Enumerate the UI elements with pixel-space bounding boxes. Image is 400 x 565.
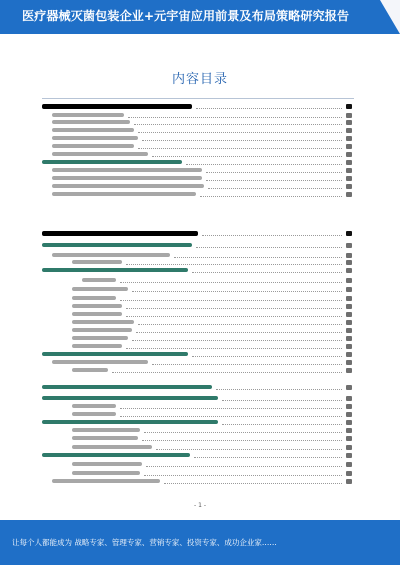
toc-dot-leader: [146, 466, 342, 467]
toc-page-number: [346, 192, 352, 197]
toc-page-number: [346, 352, 352, 357]
toc-dot-leader: [132, 340, 342, 341]
toc-page-number: [346, 128, 352, 133]
toc-page-number: [346, 368, 352, 373]
toc-dot-leader: [206, 180, 342, 181]
toc-entry-title: [72, 336, 128, 340]
toc-page-number: [346, 231, 352, 236]
toc-dot-leader: [126, 316, 342, 317]
toc-entry-title: [72, 462, 142, 466]
toc-entry: [72, 366, 352, 375]
toc-entry: [82, 276, 352, 285]
toc-entry-title: [72, 312, 122, 316]
toc-entry-title: [72, 436, 138, 440]
toc-entry-title: [52, 479, 160, 483]
toc-entry: [52, 477, 352, 486]
toc-page-number: [346, 328, 352, 333]
toc-entry: [42, 451, 352, 460]
toc-dot-leader: [206, 172, 342, 173]
toc-page-number: [346, 243, 352, 248]
toc-page-number: [346, 268, 352, 273]
toc-entry-title: [52, 152, 148, 156]
footer-slogan: 让每个人都能成为 战略专家、管理专家、营销专家、投资专家、成功企业家……: [12, 538, 277, 547]
toc-dot-leader: [164, 483, 342, 484]
toc-dot-leader: [222, 400, 342, 401]
toc-dot-leader: [222, 424, 342, 425]
toc-entry-title: [72, 428, 140, 432]
toc-dot-leader: [216, 389, 342, 390]
toc-entry-title: [52, 168, 202, 172]
toc-entry-title: [82, 278, 116, 282]
toc-dot-leader: [156, 449, 342, 450]
toc-page-number: [346, 278, 352, 283]
toc-dot-leader: [120, 282, 342, 283]
toc-dot-leader: [152, 364, 342, 365]
toc-page-number: [346, 320, 352, 325]
toc-dot-leader: [136, 332, 342, 333]
toc-entry: [52, 190, 352, 199]
toc-dot-leader: [138, 148, 342, 149]
toc-page-number: [346, 462, 352, 467]
toc-entry-title: [52, 113, 124, 117]
toc-dot-leader: [152, 156, 342, 157]
toc-entry: [72, 434, 352, 443]
toc-dot-leader: [192, 272, 342, 273]
toc-page-number: [346, 471, 352, 476]
toc-entry-title: [72, 296, 116, 300]
toc-entry-title: [42, 268, 188, 272]
toc-entry-title: [52, 253, 170, 257]
toc-page-number: [346, 176, 352, 181]
toc-entry: [72, 285, 352, 294]
toc-entry: [42, 266, 352, 275]
toc-page-number: [346, 453, 352, 458]
toc-page-number: [346, 436, 352, 441]
toc-dot-leader: [202, 235, 342, 236]
toc-entry-title: [52, 136, 138, 140]
toc-dot-leader: [120, 408, 342, 409]
toc-entry-title: [72, 368, 108, 372]
toc-entry-title: [72, 404, 116, 408]
toc-page-number: [346, 296, 352, 301]
toc-page-number: [346, 120, 352, 125]
toc-entry-title: [42, 243, 192, 247]
toc-entry: [72, 460, 352, 469]
toc-dot-leader: [144, 475, 342, 476]
toc-page-number: [346, 104, 352, 109]
toc-page-number: [346, 336, 352, 341]
toc-page-number: [346, 287, 352, 292]
toc-page-number: [346, 420, 352, 425]
toc-page-number: [346, 412, 352, 417]
toc-dot-leader: [142, 140, 342, 141]
toc-page-number: [346, 344, 352, 349]
toc-entry-title: [42, 231, 198, 236]
toc-entry-title: [52, 176, 202, 180]
toc-dot-leader: [132, 291, 342, 292]
toc-dot-leader: [196, 108, 342, 109]
toc-entry-title: [72, 287, 128, 291]
toc-page-number: [346, 168, 352, 173]
toc-entry-title: [72, 344, 122, 348]
toc-dot-leader: [126, 348, 342, 349]
toc-page-number: [346, 136, 352, 141]
toc-entry-title: [72, 320, 134, 324]
toc-page-number: [346, 428, 352, 433]
toc-entry-title: [42, 385, 212, 389]
toc-page-number: [346, 479, 352, 484]
toc-dot-leader: [192, 356, 342, 357]
toc-dot-leader: [208, 188, 342, 189]
toc-dot-leader: [126, 308, 342, 309]
toc-entry-title: [52, 360, 148, 364]
toc-dot-leader: [138, 132, 342, 133]
toc-dot-leader: [196, 247, 342, 248]
toc-dot-leader: [200, 196, 342, 197]
toc-dot-leader: [134, 124, 342, 125]
toc-entry-title: [42, 160, 182, 164]
toc-page-number: [346, 404, 352, 409]
toc-entry-title: [42, 396, 218, 400]
toc-entry-title: [72, 412, 116, 416]
toc-dot-leader: [112, 372, 342, 373]
toc-entry: [42, 102, 352, 111]
toc-page-number: [346, 152, 352, 157]
toc-entry-title: [72, 445, 152, 449]
toc-entry-title: [72, 260, 122, 264]
toc-entry-title: [42, 420, 218, 424]
toc-dot-leader: [186, 164, 342, 165]
toc-dot-leader: [144, 432, 342, 433]
toc-entry-title: [42, 104, 192, 109]
toc-dot-leader: [126, 264, 342, 265]
toc-page-number: [346, 144, 352, 149]
footer-banner: [0, 520, 400, 565]
toc-entry-title: [72, 304, 122, 308]
toc-entry-title: [52, 144, 134, 148]
toc-page-number: [346, 160, 352, 165]
toc-dot-leader: [120, 300, 342, 301]
toc-dot-leader: [194, 457, 342, 458]
toc-entry-title: [52, 120, 130, 124]
page-number: - 1 -: [194, 502, 206, 509]
toc-page-number: [346, 260, 352, 265]
toc-page-number: [346, 304, 352, 309]
toc-dot-leader: [142, 440, 342, 441]
toc-entry: [42, 229, 352, 238]
toc-heading: 内容目录: [171, 72, 228, 87]
toc-entry-title: [52, 192, 196, 196]
toc-entry-title: [72, 471, 140, 475]
toc-entry-title: [42, 352, 188, 356]
toc-page-number: [346, 385, 352, 390]
toc-page-number: [346, 360, 352, 365]
toc-entry-title: [42, 453, 190, 457]
report-title: 医疗器械灭菌包装企业+元宇宙应用前景及布局策略研究报告: [22, 9, 350, 23]
toc-page-number: [346, 312, 352, 317]
toc-entry: [42, 241, 352, 250]
toc-page-number: [346, 396, 352, 401]
toc-dot-leader: [138, 324, 342, 325]
toc-entry-title: [52, 184, 204, 188]
toc-page-number: [346, 184, 352, 189]
toc-page-number: [346, 445, 352, 450]
toc-entry: [42, 383, 352, 392]
toc-dot-leader: [120, 416, 342, 417]
toc-entry-title: [72, 328, 132, 332]
toc-entry-title: [52, 128, 134, 132]
